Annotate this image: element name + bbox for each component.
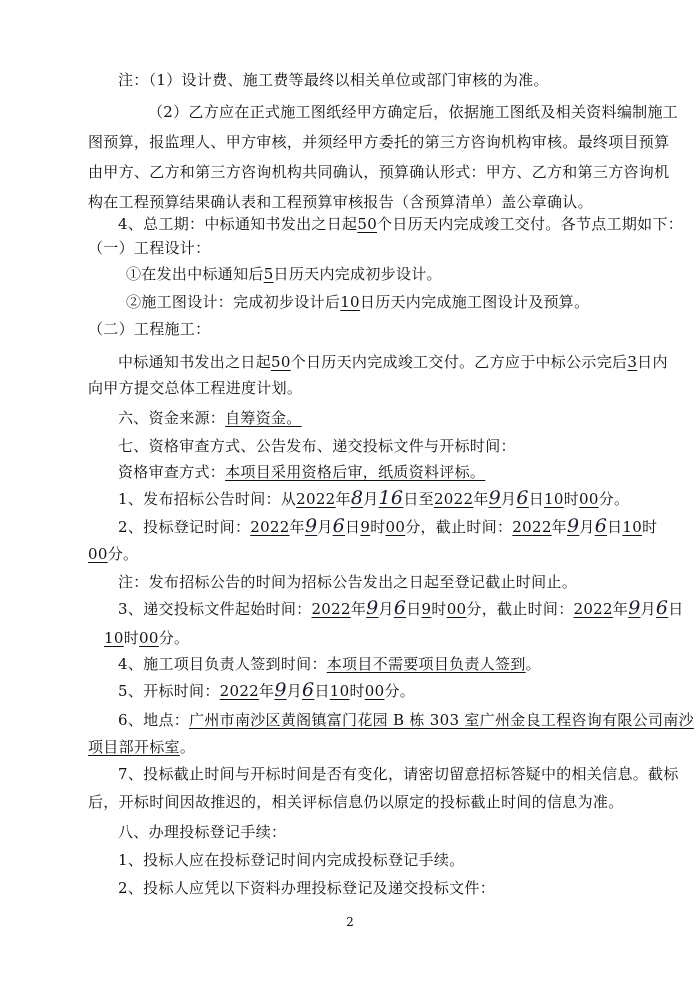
text: 月 <box>286 682 303 700</box>
text: ②施工图设计：完成初步设计后 <box>126 293 341 311</box>
text: 时 <box>563 490 580 508</box>
design-days: 5 <box>263 265 274 283</box>
text: 日 <box>406 600 422 618</box>
text: 2、投标登记时间： <box>118 518 251 536</box>
hour: 10 <box>544 490 564 508</box>
hour: 9 <box>360 518 371 536</box>
note-2-line-2: 图预算，报监理人、甲方审核，并须经甲方委托的第三方咨询机构审核。最终项目预算 <box>88 133 670 151</box>
review-method <box>118 462 485 482</box>
text: 分，截止时间： <box>466 600 574 618</box>
location-value: 广州市南沙区黄阁镇富门花园 B 栋 303 室广州金良工程咨询有限公司南沙 <box>189 711 694 729</box>
text: 日 <box>345 518 361 536</box>
location-line-1 <box>118 710 694 730</box>
submission-time-cont <box>104 628 189 648</box>
minute: 00 <box>88 545 108 563</box>
total-period-line <box>118 214 683 234</box>
text: 年 <box>473 490 489 508</box>
note-2-line-4: 构在工程预算结果确认表和工程预算审核报告（含预算清单）盖公章确认。 <box>88 193 593 211</box>
text: 月 <box>363 490 379 508</box>
handwritten-day: 6 <box>516 487 529 509</box>
text: 时 <box>123 629 139 647</box>
text: 个日历天内完成竣工交付。各节点工期如下： <box>377 215 684 233</box>
text: 分。 <box>158 629 190 647</box>
minute: 00 <box>385 518 406 536</box>
text: 中标通知书发出之日起 <box>118 353 272 371</box>
note-1: 注：（1）设计费、施工费等最终以相关单位或部门审核的为准。 <box>118 71 549 89</box>
year: 2022 <box>433 490 474 508</box>
registration-time <box>118 516 657 537</box>
announcement-note: 注：发布招标公告的时间为招标公告发出之日起至登记截止时间止。 <box>118 573 578 591</box>
handwritten-month: 8 <box>350 487 364 509</box>
hour: 10 <box>329 682 350 700</box>
minute: 00 <box>364 682 385 700</box>
section-8-item-2: 2、投标人应凭以下资料办理投标登记及递交投标文件： <box>118 879 496 897</box>
plan-days: 3 <box>627 353 638 371</box>
construction-heading: （二）工程施工： <box>88 320 211 338</box>
text: 分。 <box>107 545 139 563</box>
text: 年 <box>551 518 567 536</box>
handwritten-month: 9 <box>274 679 287 701</box>
handwritten-month: 9 <box>628 597 641 619</box>
text: 时 <box>370 518 386 536</box>
total-days: 50 <box>357 215 378 233</box>
design-heading: （一）工程设计： <box>88 239 211 257</box>
text: 月 <box>317 518 333 536</box>
section-7-heading: 七、资格审查方式、公告发布、递交投标文件与开标时间： <box>118 437 516 455</box>
text: 日历天内完成施工图设计及预算。 <box>359 293 590 311</box>
review-value: 本项目采用资格后审，纸质资料评标。 <box>225 463 486 481</box>
section-8-item-1: 1、投标人应在投标登记时间内完成投标登记手续。 <box>118 851 465 869</box>
text: 日 <box>607 518 623 536</box>
design-item-2 <box>126 292 589 312</box>
text: 4、总工期：中标通知书发出之日起 <box>118 215 358 233</box>
minute: 00 <box>446 600 467 618</box>
section-8-heading: 八、办理投标登记手续： <box>118 823 287 841</box>
text: 时 <box>642 518 658 536</box>
hour: 10 <box>622 518 643 536</box>
text: 年 <box>335 490 351 508</box>
text: 分。 <box>598 490 630 508</box>
note-2-line-3: 由甲方、乙方和第三方咨询机构共同确认，预算确认形式：甲方、乙方和第三方咨询机 <box>88 163 670 181</box>
funding-label: 六、资金来源： <box>118 409 226 427</box>
text: 日 <box>528 490 545 508</box>
text: 。 <box>525 655 541 673</box>
handwritten-month: 9 <box>488 487 502 509</box>
item-7-line-2: 后，开标时间因故推迟的，相关评标信息仍以原定的投标截止时间的信息为准。 <box>88 793 624 811</box>
location-line-2 <box>88 737 195 757</box>
year: 2022 <box>296 490 336 508</box>
text: 6、地点： <box>118 711 190 729</box>
note-2-line-1: （2）乙方应在正式施工图纸经甲方确定后，依据施工图纸及相关资料编制施工 <box>148 103 679 121</box>
text: 个日历天内完成竣工交付。乙方应于中标公示完后 <box>290 353 628 371</box>
funding-source <box>118 408 302 428</box>
construction-line-2: 向甲方提交总体工程进度计划。 <box>88 379 303 397</box>
hour: 9 <box>421 600 432 618</box>
construction-line-1 <box>118 352 668 372</box>
text: 日 <box>314 682 330 700</box>
registration-time-cont <box>88 544 138 564</box>
text: ①在发出中标通知后 <box>126 265 264 283</box>
year: 2022 <box>219 682 260 700</box>
drawing-days: 10 <box>340 293 360 311</box>
text: 5、开标时间： <box>118 682 220 700</box>
text: 日内 <box>637 353 668 371</box>
handwritten-day: 6 <box>594 515 608 537</box>
year: 2022 <box>311 600 351 618</box>
construction-days: 50 <box>271 353 291 371</box>
handwritten-month: 9 <box>366 597 379 619</box>
funding-value: 自筹资金。 <box>225 409 302 427</box>
year: 2022 <box>512 518 552 536</box>
handwritten-day: 6 <box>332 515 346 537</box>
text: 日历天内完成初步设计。 <box>273 265 442 283</box>
hour: 10 <box>104 629 124 647</box>
item-7-line-1: 7、投标截止时间与开标时间是否有变化，请密切留意招标答疑中的相关信息。截标 <box>118 765 679 783</box>
text: 年 <box>612 600 629 618</box>
handwritten-month: 9 <box>566 515 580 537</box>
text: 3、递交投标文件起始时间： <box>118 600 312 618</box>
year: 2022 <box>573 600 613 618</box>
page-number: 2 <box>346 915 354 929</box>
opening-time <box>118 680 415 701</box>
signin-value: 本项目不需要项目负责人签到 <box>326 655 526 673</box>
submission-time <box>118 598 684 619</box>
text: 月 <box>579 518 595 536</box>
design-item-1 <box>126 264 442 284</box>
handwritten-day: 6 <box>655 597 669 619</box>
review-label: 资格审查方式： <box>118 463 226 481</box>
text: 日至 <box>403 490 434 508</box>
text: 年 <box>350 600 367 618</box>
location-value-cont: 项目部开标室 <box>88 738 180 756</box>
text: 年 <box>289 518 305 536</box>
minute: 00 <box>139 629 159 647</box>
text: 月 <box>378 600 394 618</box>
text: 日 <box>668 600 684 618</box>
announcement-time <box>118 488 629 509</box>
year: 2022 <box>250 518 290 536</box>
text: 4、施工项目负责人签到时间： <box>118 655 327 673</box>
handwritten-day: 6 <box>302 679 315 701</box>
handwritten-month: 9 <box>304 515 318 537</box>
text: 1、发布招标公告时间：从 <box>118 490 297 508</box>
text: 。 <box>179 738 196 756</box>
minute: 00 <box>579 490 599 508</box>
text: 时 <box>349 682 365 700</box>
text: 分，截止时间： <box>405 518 513 536</box>
signin-time <box>118 654 541 674</box>
text: 月 <box>501 490 517 508</box>
handwritten-day: 16 <box>378 487 404 509</box>
handwritten-day: 6 <box>393 597 407 619</box>
text: 时 <box>431 600 447 618</box>
text: 年 <box>259 682 275 700</box>
text: 月 <box>640 600 656 618</box>
text: 分。 <box>384 682 416 700</box>
